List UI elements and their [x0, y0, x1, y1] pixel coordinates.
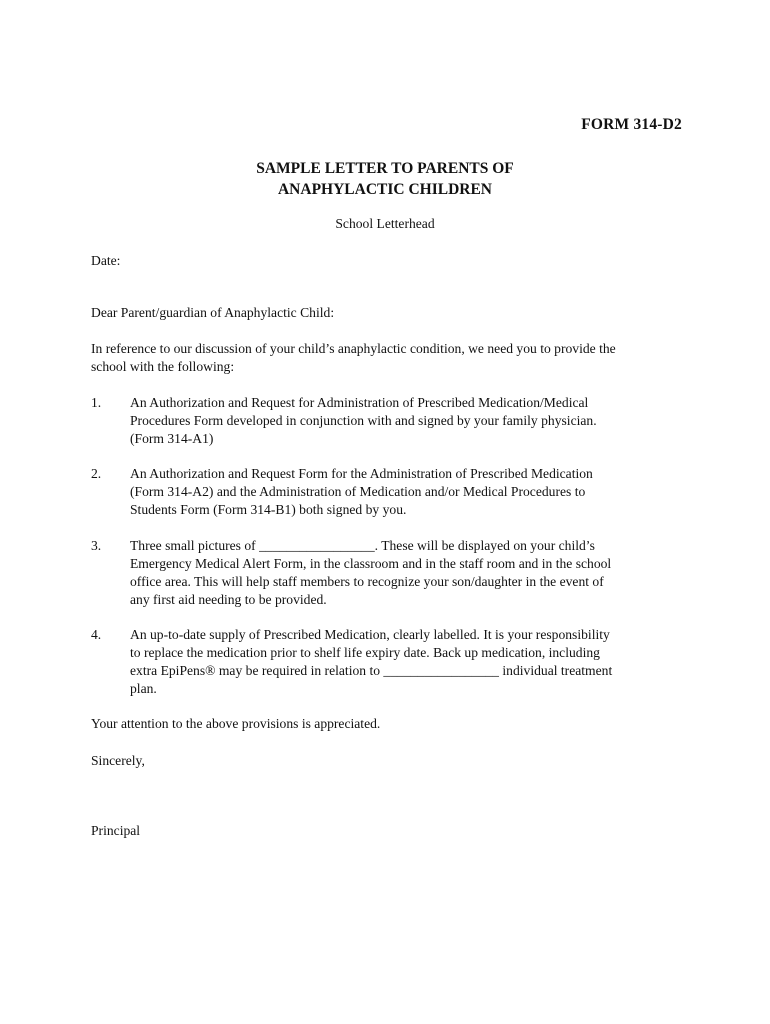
form-number: FORM 314-D2 — [581, 116, 682, 133]
list-item-text — [130, 626, 675, 698]
list-item-line: office area. This will help staff members to recognize your son/daughter in the event of — [130, 574, 604, 589]
closing-sentence: Your attention to the above provisions is appreciated. — [91, 716, 381, 731]
list-item-line: any first aid needing to be provided. — [130, 592, 327, 607]
sign-off: Sincerely, — [91, 753, 145, 768]
list-item-line: extra EpiPens® may be required in relation to _________________ individual treatment — [130, 663, 613, 678]
list-item-line: Students Form (Form 314-B1) both signed by you. — [130, 502, 407, 517]
list-item-line: An Authorization and Request for Administration of Prescribed Medication/Medical — [130, 395, 589, 410]
list-item-line: (Form 314-A1) — [130, 431, 214, 446]
list-item-text — [130, 537, 675, 609]
list-item-number: 4. — [91, 627, 102, 642]
school-letterhead-placeholder: School Letterhead — [335, 216, 435, 231]
list-item-line: An Authorization and Request Form for the Administration of Prescribed Medication — [130, 466, 593, 481]
letter-title-line-2: ANAPHYLACTIC CHILDREN — [277, 181, 492, 198]
list-item-number: 1. — [91, 395, 102, 410]
signature-title: Principal — [91, 823, 141, 838]
list-item-line: to replace the medication prior to shelf life expiry date. Back up medication, including — [130, 645, 600, 660]
list-item-line: An up-to-date supply of Prescribed Medication, clearly labelled. It is your responsibility — [130, 627, 610, 642]
letter-title — [0, 158, 770, 200]
list-item-text — [130, 465, 675, 519]
intro-line-1: In reference to our discussion of your child’s anaphylactic condition, we need you to provide the — [91, 341, 616, 356]
list-item-line: plan. — [130, 681, 157, 696]
list-item-line: Emergency Medical Alert Form, in the classroom and in the staff room and in the school — [130, 556, 612, 571]
list-item-line: Three small pictures of _________________. These will be displayed on your child’s — [130, 538, 595, 553]
salutation: Dear Parent/guardian of Anaphylactic Child: — [91, 305, 335, 320]
intro-line-2: school with the following: — [91, 359, 235, 374]
list-item-number: 3. — [91, 538, 102, 553]
intro-paragraph — [91, 340, 691, 376]
letter-title-line-1: SAMPLE LETTER TO PARENTS OF — [256, 160, 514, 177]
date-label: Date: — [91, 253, 121, 268]
list-item-line: (Form 314-A2) and the Administration of Medication and/or Medical Procedures to — [130, 484, 586, 499]
list-item-text — [130, 394, 675, 448]
list-item-number: 2. — [91, 466, 102, 481]
list-item-line: Procedures Form developed in conjunction with and signed by your family physician. — [130, 413, 597, 428]
